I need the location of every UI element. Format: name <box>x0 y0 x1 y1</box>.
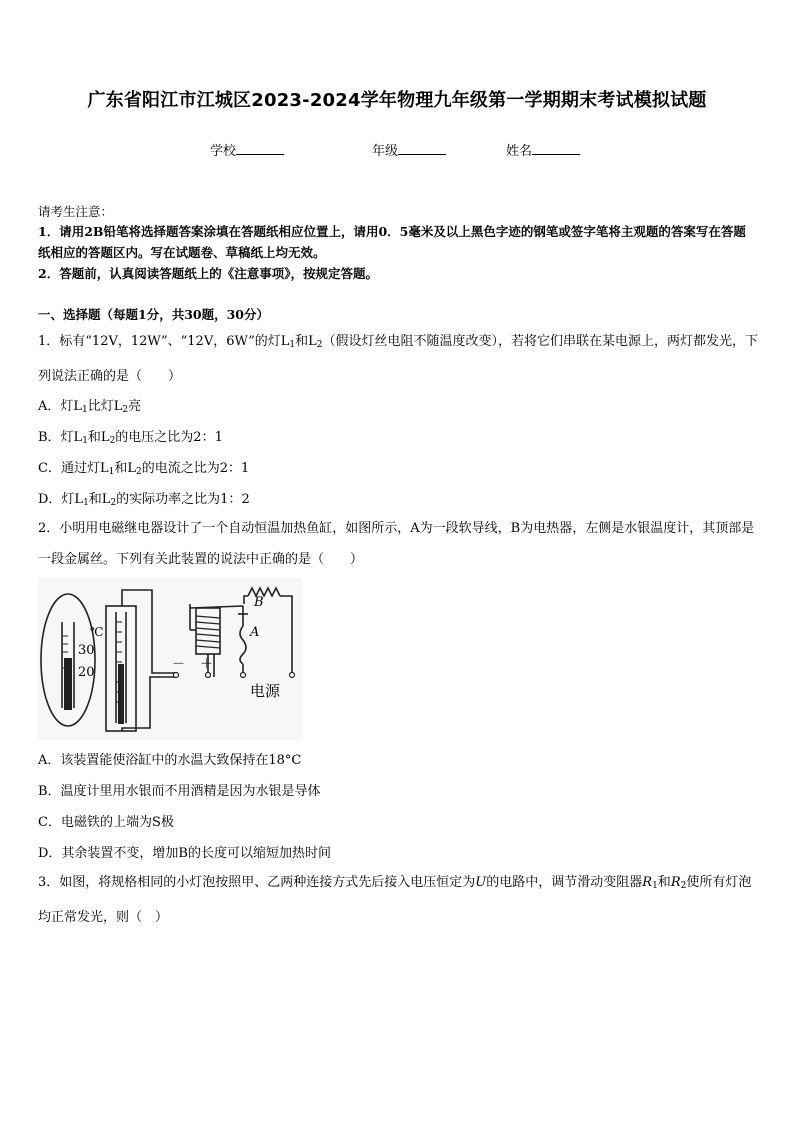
unit-label: ℃ <box>90 625 104 639</box>
grade-label: 年级 <box>372 144 399 159</box>
minus-terminal: － <box>172 657 186 672</box>
notice-item-2: 2．答题前，认真阅读答题纸上的《注意事项》，按规定答题。 <box>38 266 378 281</box>
school-blank <box>236 142 284 155</box>
q2-stem: 2．小明用电磁继电器设计了一个自动恒温加热鱼缸，如图所示，A为一段软导线，B为电热器，左侧是水银温度计，其顶部是一段金属丝。下列有关此装置的说法中正确的是（ ） <box>38 521 755 567</box>
q1-option-b[interactable]: B．灯$L_1$和$L_2$的电压之比为2：1 <box>38 430 223 446</box>
q2-option-d[interactable]: D．其余装置不变，增加B的长度可以缩短加热时间 <box>38 846 331 861</box>
page-title: 广东省阳江市江城区2023-2024学年物理九年级第一学期期末考试模拟试题 <box>87 90 707 111</box>
q1-stem: 1．标有“12V，12W”、“12V，6W”的灯$L_1$和$L_2$（假设灯丝电阻不随温度改变），若将它们串联在某电源上，两灯都发光，下列说法正确的是（ ） <box>38 334 758 384</box>
circuit-diagram <box>38 578 302 740</box>
plus-terminal: ＋ <box>200 657 214 672</box>
tick-30: 30 <box>78 643 95 658</box>
name-label: 姓名 <box>506 144 533 159</box>
mercury-column <box>118 664 124 724</box>
school-label: 学校 <box>210 144 237 159</box>
mercury-column-magnified <box>64 658 72 710</box>
q2-option-a[interactable]: A．该装置能使浴缸中的水温大致保持在18°C <box>38 753 302 768</box>
label-b: B <box>254 595 264 610</box>
grade-blank <box>398 142 446 155</box>
tick-20: 20 <box>78 665 95 680</box>
name-field <box>506 140 580 159</box>
section-heading: 一、选择题（每题1分，共30题，30分） <box>38 307 269 322</box>
school-field <box>210 140 284 159</box>
q2-option-b[interactable]: B．温度计里用水银而不用酒精是因为水银是导体 <box>38 784 321 799</box>
grade-field <box>372 140 446 159</box>
name-blank <box>532 142 580 155</box>
label-a: A <box>250 625 260 640</box>
q1-option-c[interactable]: C．通过灯$L_1$和$L_2$的电流之比为2：1 <box>38 461 250 477</box>
q3-stem: 3．如图，将规格相同的小灯泡按照甲、乙两种连接方式先后接入电压恒定为U的电路中，调节滑动变阻器$R_1$和$R_2$使所有灯泡均正常发光，则（ ） <box>38 875 752 925</box>
power-source-label: 电源 <box>250 682 281 700</box>
q1-option-d[interactable]: D．灯$L_1$和$L_2$的实际功率之比为1：2 <box>38 492 250 508</box>
notice-item-1: 1．请用2B铅笔将选择题答案涂填在答题纸相应位置上，请用0．5毫米及以上黑色字迹的钢笔或签字笔将主观题的答案写在答题纸相应的答题区内。写在试题卷、草稿纸上均无效。 <box>38 224 746 260</box>
relay-circuit-figure <box>38 578 302 740</box>
notice-heading: 请考生注意： <box>38 204 114 219</box>
q2-option-c[interactable]: C．电磁铁的上端为S极 <box>38 815 174 830</box>
q1-option-a[interactable]: A．灯$L_1$比灯$L_2$亮 <box>38 399 142 415</box>
